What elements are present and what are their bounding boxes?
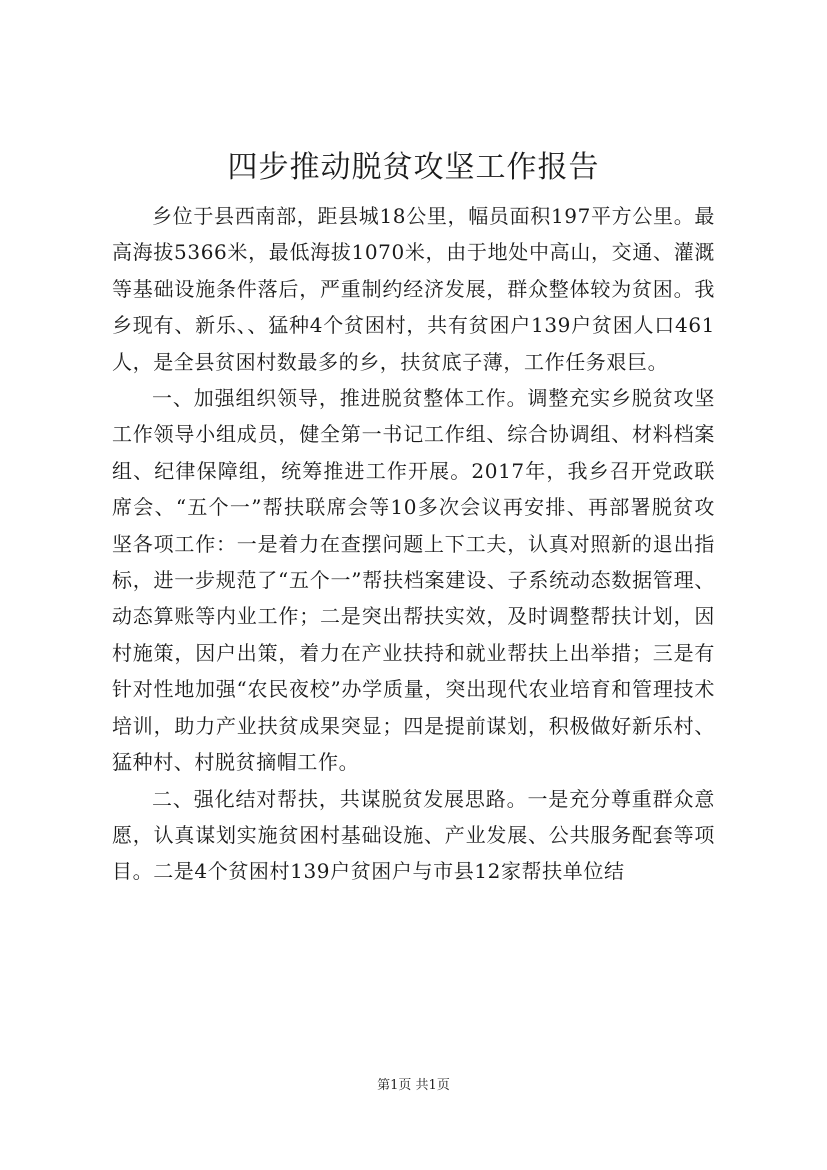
document-title: 四步推动脱贫攻坚工作报告 [227, 150, 600, 185]
page-footer: 第1页 共1页 [377, 1078, 450, 1093]
paragraph-section-two: 二、强化结对帮扶，共谋脱贫发展思路。一是充分尊重群众意愿，认真谋划实施贫困村基础设施、产业发展、公共服务配套等项目。二是4个贫困村139户贫困户与市县12家帮扶单位结 [112, 786, 715, 884]
paragraph-section-one: 一、加强组织领导，推进脱贫整体工作。调整充实乡脱贫攻坚工作领导小组成员，健全第一书记工作组、综合协调组、材料档案组、纪律保障组，统筹推进工作开展。2017年，我乡召开党政联席会、“五个一”帮扶联席会等10多次会议再安排、再部署脱贫攻坚各项工作：一是着力在查摆问题上下工夫，认真对照新的退出指标，进一步规范了“五个一”帮扶档案建设、子系统动态数据管理、动态算账等内业工作；二是突出帮扶实效，及时调整帮扶计划，因村施策，因户出策，着力在产业扶持和就业帮扶上出举措；三是有针对性地加强“农民夜校”办学质量，突出现代农业培育和管理技术培训，助力产业扶贫成果突显；四是提前谋划，积极做好新乐村、猛种村、村脱贫摘帽工作。 [112, 386, 715, 775]
document-body [112, 198, 715, 890]
paragraph-intro: 乡位于县西南部，距县城18公里，幅员面积197平方公里。最高海拔5366米，最低海拔1070米，由于地处中高山，交通、灌溉等基础设施条件落后，严重制约经济发展，群众整体较为贫困。我乡现有、新乐、、猛种4个贫困村，共有贫困户139户贫困人口461人，是全县贫困村数最多的乡，扶贫底子薄，工作任务艰巨。 [112, 204, 715, 374]
